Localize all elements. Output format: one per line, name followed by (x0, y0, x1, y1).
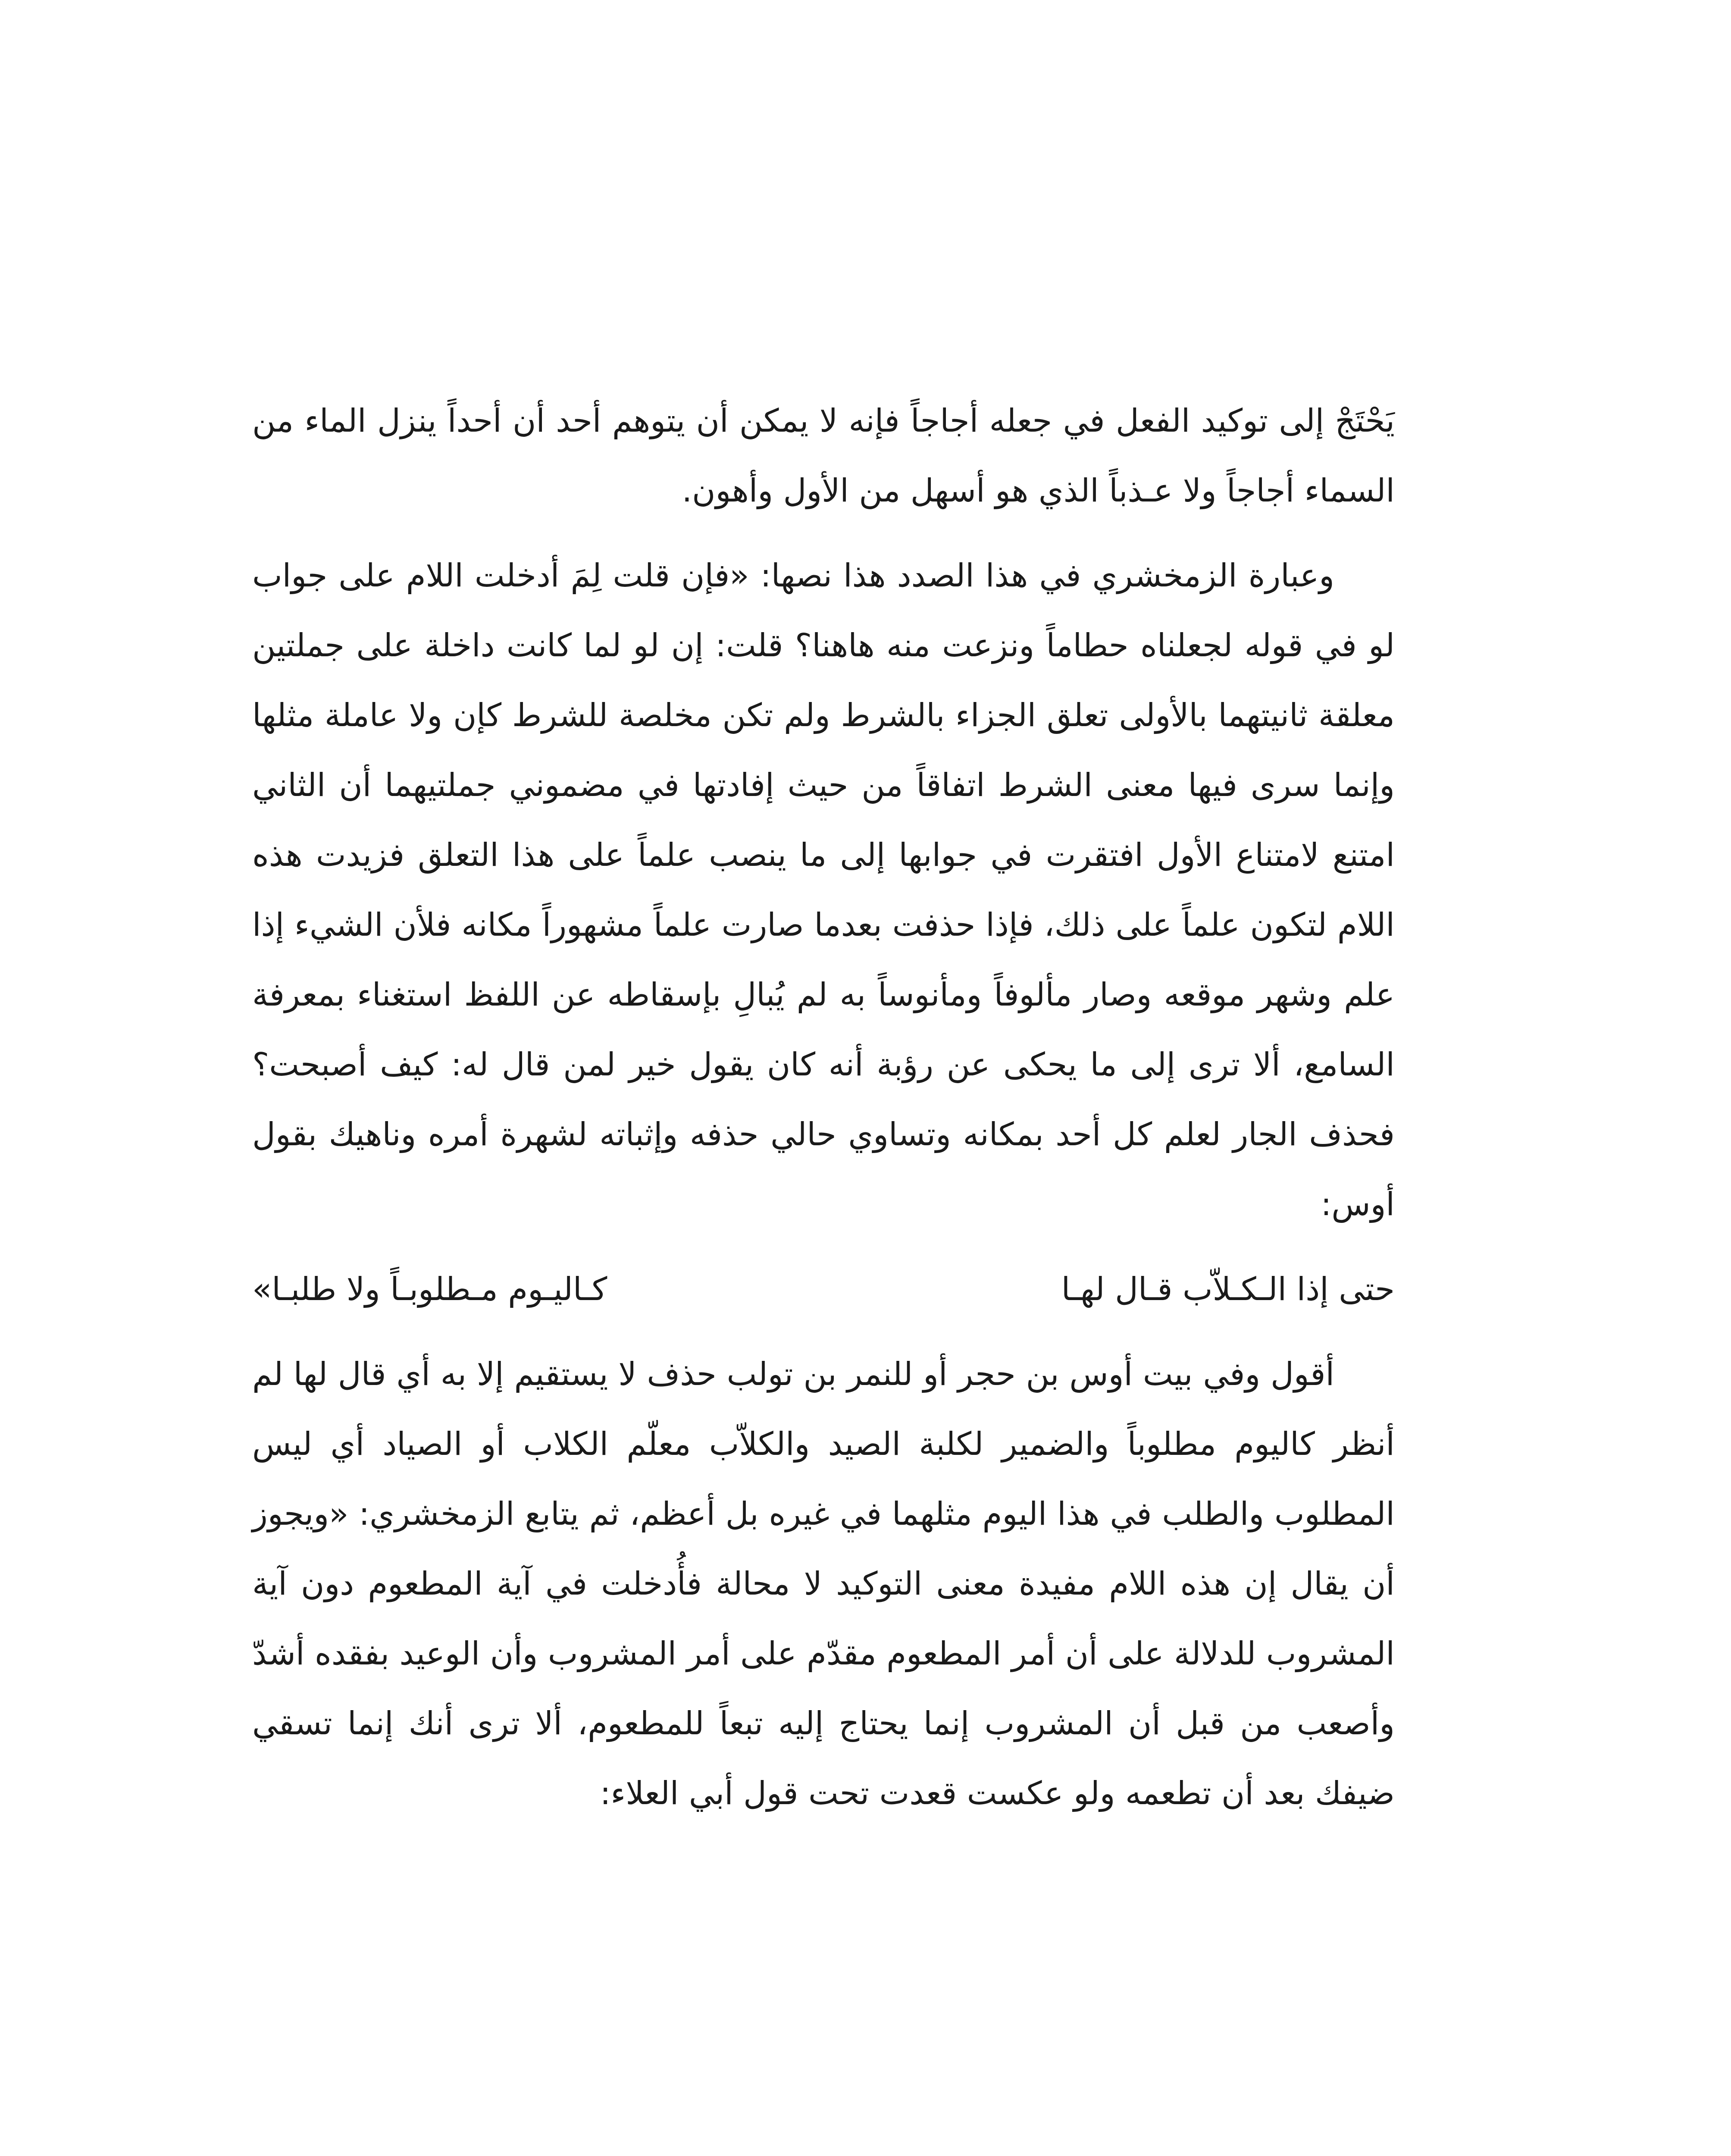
paragraph-zamakhshari-quote: وعبارة الزمخشري في هذا الصدد هذا نصها: «فإن قلت لِمَ أدخلت اللام على جواب لو في قوله لجعلناه حطاماً ونزعت منه هاهنا؟ قلت: إن لو لما كانت داخلة على جملتين معلقة ثانيتهما بالأولى تعلق الجزاء بالشرط ولم تكن مخلصة للشرط كإن ولا عاملة مثلها وإنما سرى فيها معنى الشرط اتفاقاً من حيث إفادتها في مضموني جملتيهما أن الثاني امتنع لامتناع الأول افتقرت في جوابها إلى ما ينصب علماً على هذا التعلق فزيدت هذه اللام لتكون علماً على ذلك، فإذا حذفت بعدما صارت علماً مشهوراً مكانه فلأن الشيء إذا علم وشهر موقعه وصار مألوفاً ومأنوساً به لم يُبالِ بإسقاطه عن اللفظ استغناء بمعرفة السامع، ألا ترى إلى ما يحكى عن رؤبة أنه كان يقول خير لمن قال له: كيف أصبحت؟ فحذف الجار لعلم كل أحد بمكانه وتساوي حالي حذفه وإثباته لشهرة أمره وناهيك بقول أوس: (252, 557, 1395, 1223)
paragraph-commentary: أقول وفي بيت أوس بن حجر أو للنمر بن تولب حذف لا يستقيم إلا به أي قال لها لم أنظر كاليوم مطلوباً والضمير لكلبة الصيد والكلاّب معلّم الكلاب أو الصياد أي ليس المطلوب والطلب في هذا اليوم مثلهما في غيره بل أعظم، ثم يتابع الزمخشري: «ويجوز أن يقال إن هذه اللام مفيدة معنى التوكيد لا محالة فأُدخلت في آية المطعوم دون آية المشروب للدلالة على أن أمر المطعوم مقدّم على أمر المشروب وأن الوعيد بفقده أشدّ وأصعب من قبل أن المشروب إنما يحتاج إليه تبعاً للمطعوم، ألا ترى أنك إنما تسقي ضيفك بعد أن تطعمه ولو عكست قعدت تحت قول أبي العلاء: (252, 1356, 1395, 1812)
paragraph-continuation: يَحْتَجْ إلى توكيد الفعل في جعله أجاجاً فإنه لا يمكن أن يتوهم أحد أن أحداً ينزل الماء من السماء أجاجاً ولا عـذباً الذي هو أسهل من الأول وأهون. (252, 402, 1395, 509)
body-text (252, 386, 1395, 1828)
poetry-verse (252, 1254, 1395, 1324)
verse-second-hemistich: كـاليـوم مـطلوبـاً ولا طلبـا» (252, 1271, 607, 1308)
verse-first-hemistich: حتى إذا الـكـلاّب قـال لهـا (1061, 1271, 1395, 1308)
